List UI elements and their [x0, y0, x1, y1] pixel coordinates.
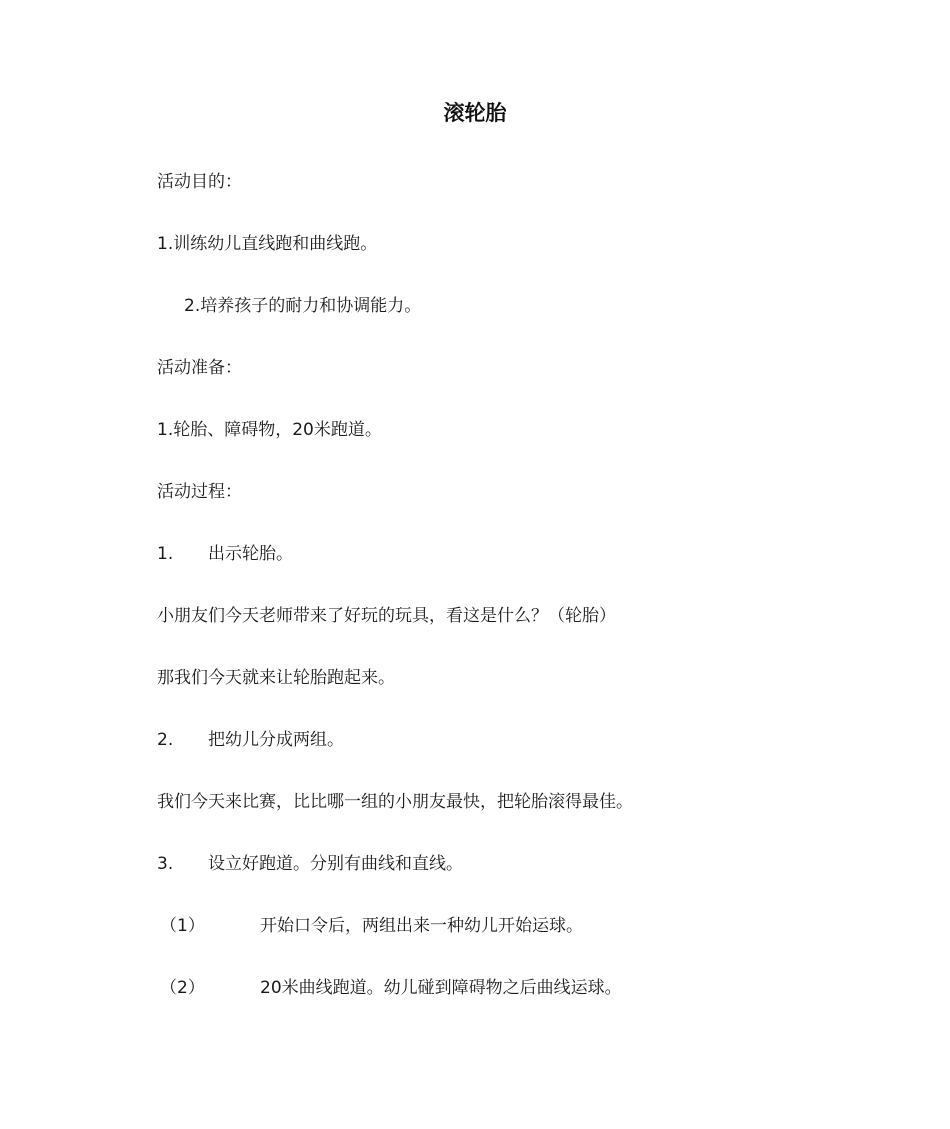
- sub-item-1-number: （1）: [160, 916, 205, 936]
- sub-item-1-text: 开始口令后，两组出来一种幼儿开始运球。: [260, 916, 583, 936]
- sub-item-2-number: （2）: [160, 978, 205, 998]
- purpose-item-2: 2.培养孩子的耐力和协调能力。: [184, 296, 422, 316]
- process-heading: 活动过程：: [157, 482, 242, 502]
- step-2-paragraph-1: 我们今天来比赛，比比哪一组的小朋友最快，把轮胎滚得最佳。: [157, 792, 633, 812]
- purpose-heading: 活动目的：: [157, 172, 242, 192]
- prep-heading: 活动准备：: [157, 358, 242, 378]
- prep-item-1: 1.轮胎、障碍物，20米跑道。: [157, 420, 382, 440]
- step-1-number: 1.: [157, 544, 174, 564]
- step-2-text: 把幼儿分成两组。: [208, 730, 344, 750]
- step-1-paragraph-2: 那我们今天就来让轮胎跑起来。: [157, 668, 395, 688]
- step-1-text: 出示轮胎。: [208, 544, 293, 564]
- step-1-paragraph-1: 小朋友们今天老师带来了好玩的玩具，看这是什么？（轮胎）: [157, 606, 616, 626]
- purpose-item-1: 1.训练幼儿直线跑和曲线跑。: [157, 234, 378, 254]
- step-3-number: 3.: [157, 854, 174, 874]
- step-3-text: 设立好跑道。分别有曲线和直线。: [208, 854, 463, 874]
- step-2-number: 2.: [157, 730, 174, 750]
- sub-item-2-text: 20米曲线跑道。幼儿碰到障碍物之后曲线运球。: [260, 978, 622, 998]
- document-title: 滚轮胎: [443, 101, 507, 125]
